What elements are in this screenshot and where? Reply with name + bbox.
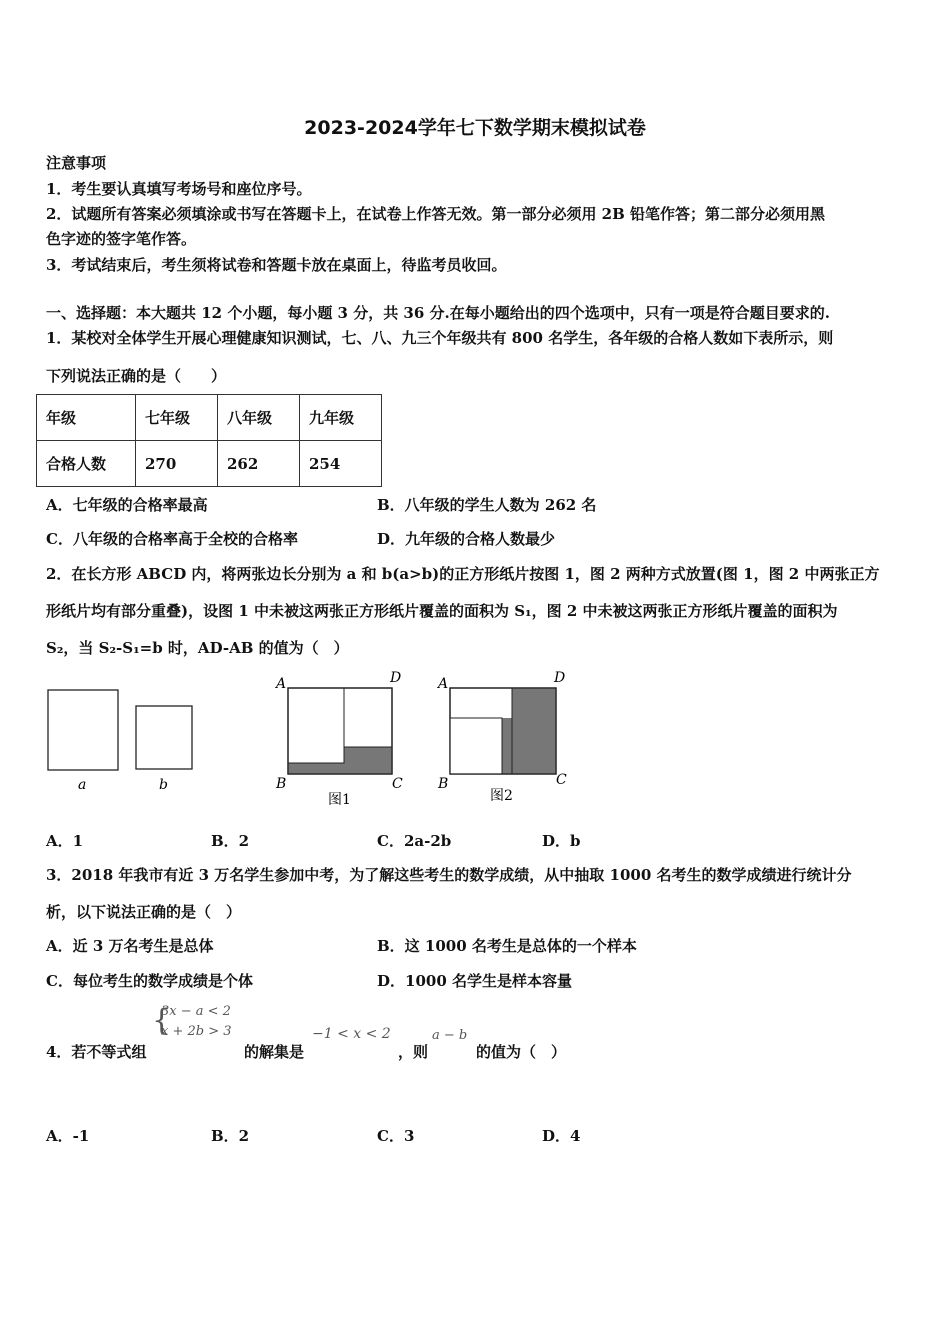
q3-text-line2: 析，以下说法正确的是（ ） — [46, 903, 242, 921]
fig1-label-D: D — [390, 670, 402, 686]
square-a — [48, 690, 118, 770]
q1-option-a: A．七年级的合格率最高 — [46, 496, 208, 514]
q2-text-line2: 形纸片均有部分重叠)，设图 1 中未被这两张正方形纸片覆盖的面积为 S₁，图 2 中未被这两张正方形纸片覆盖的面积为 — [46, 602, 838, 620]
q3-option-d: D．1000 名学生是样本容量 — [377, 972, 572, 990]
square-b — [136, 706, 192, 769]
table-cell: 254 — [300, 441, 382, 487]
fig2-label-D: D — [554, 670, 566, 686]
q1-option-b: B．八年级的学生人数为 262 名 — [377, 496, 597, 514]
q1-option-d: D．九年级的合格人数最少 — [377, 530, 556, 548]
table-header-row — [37, 395, 382, 441]
q1-text-line1: 1．某校对全体学生开展心理健康知识测试，七、八、九三个年级共有 800 名学生，各年级的合格人数如下表所示，则 — [46, 329, 834, 347]
table-cell: 七年级 — [136, 395, 218, 441]
brace-icon: { — [152, 1003, 172, 1038]
figure-2 — [436, 670, 567, 804]
system-line-2: x + 2b > 3 — [161, 1024, 232, 1039]
q4-option-c: C．3 — [377, 1127, 415, 1145]
table-cell: 262 — [218, 441, 300, 487]
fig1-square-b — [288, 688, 344, 763]
fig1-label-A: A — [276, 676, 287, 692]
label-b: b — [159, 777, 168, 793]
notice-heading: 注意事项 — [46, 154, 107, 172]
q2-option-c: C．2a-2b — [377, 832, 452, 850]
label-a: a — [78, 777, 87, 793]
q4-mid-text: 的解集是 — [244, 1043, 305, 1061]
q2-figures — [40, 668, 580, 813]
q4-solution-range: −1 < x < 2 — [312, 1026, 391, 1042]
q3-option-a: A．近 3 万名考生是总体 — [46, 937, 214, 955]
q3-text-line1: 3．2018 年我市有近 3 万名学生参加中考，为了解这些考生的数学成绩，从中抽取 1000 名考生的数学成绩进行统计分 — [46, 866, 852, 884]
notice-item-2: 2．试题所有答案必须填涂或书写在答题卡上，在试卷上作答无效。第一部分必须用 2B 铅笔作答；第二部分必须用黑 — [46, 205, 826, 223]
section-heading: 一、选择题：本大题共 12 个小题，每小题 3 分，共 36 分.在每小题给出的四个选项中，只有一项是符合题目要求的. — [46, 304, 830, 322]
q4-option-b: B．2 — [211, 1127, 250, 1145]
q4-expression: a − b — [432, 1028, 468, 1043]
fig2-square-b — [450, 718, 502, 774]
q4-then-text: ，则 — [398, 1043, 429, 1061]
notice-item-2-cont: 色字迹的签字笔作答。 — [46, 230, 197, 248]
table-cell: 270 — [136, 441, 218, 487]
system-line-1: 3x − a < 2 — [161, 1004, 231, 1019]
table-cell: 合格人数 — [37, 441, 136, 487]
q2-option-a: A．1 — [46, 832, 84, 850]
q1-option-c: C．八年级的合格率高于全校的合格率 — [46, 530, 298, 548]
fig2-label-A: A — [438, 676, 449, 692]
q4-prefix: 4．若不等式组 — [46, 1043, 147, 1061]
table-row — [37, 441, 382, 487]
table-cell: 八年级 — [218, 395, 300, 441]
figure-1 — [274, 670, 403, 808]
fig1-label-B: B — [276, 776, 287, 792]
q1-text-line2: 下列说法正确的是（ ） — [46, 367, 227, 385]
table-cell: 九年级 — [300, 395, 382, 441]
table-cell: 年级 — [37, 395, 136, 441]
fig2-label-B: B — [438, 776, 449, 792]
q4-option-a: A．-1 — [46, 1127, 90, 1145]
notice-item-1: 1．考生要认真填写考场号和座位序号。 — [46, 180, 312, 198]
page-title: 2023-2024学年七下数学期末模拟试卷 — [304, 117, 646, 139]
fig1-label-C: C — [392, 776, 403, 792]
q2-option-b: B．2 — [211, 832, 250, 850]
q3-option-c: C．每位考生的数学成绩是个体 — [46, 972, 253, 990]
q2-text-line3: S₂，当 S₂-S₁=b 时，AD-AB 的值为（ ） — [46, 639, 349, 657]
notice-item-3: 3．考试结束后，考生须将试卷和答题卡放在桌面上，待监考员收回。 — [46, 256, 507, 274]
q3-option-b: B．这 1000 名考生是总体的一个样本 — [377, 937, 637, 955]
fig1-shaded-region — [288, 747, 392, 774]
fig1-caption: 图1 — [328, 792, 351, 808]
grade-table — [36, 394, 382, 487]
q2-text-line1: 2．在长方形 ABCD 内，将两张边长分别为 a 和 b(a>b)的正方形纸片按图 1，图 2 两种方式放置(图 1，图 2 中两张正方 — [46, 565, 880, 583]
q4-suffix: 的值为（ ） — [476, 1043, 567, 1061]
fig2-caption: 图2 — [490, 788, 513, 804]
q4-option-d: D．4 — [542, 1127, 581, 1145]
fig2-label-C: C — [556, 772, 567, 788]
q2-option-d: D．b — [542, 832, 581, 850]
